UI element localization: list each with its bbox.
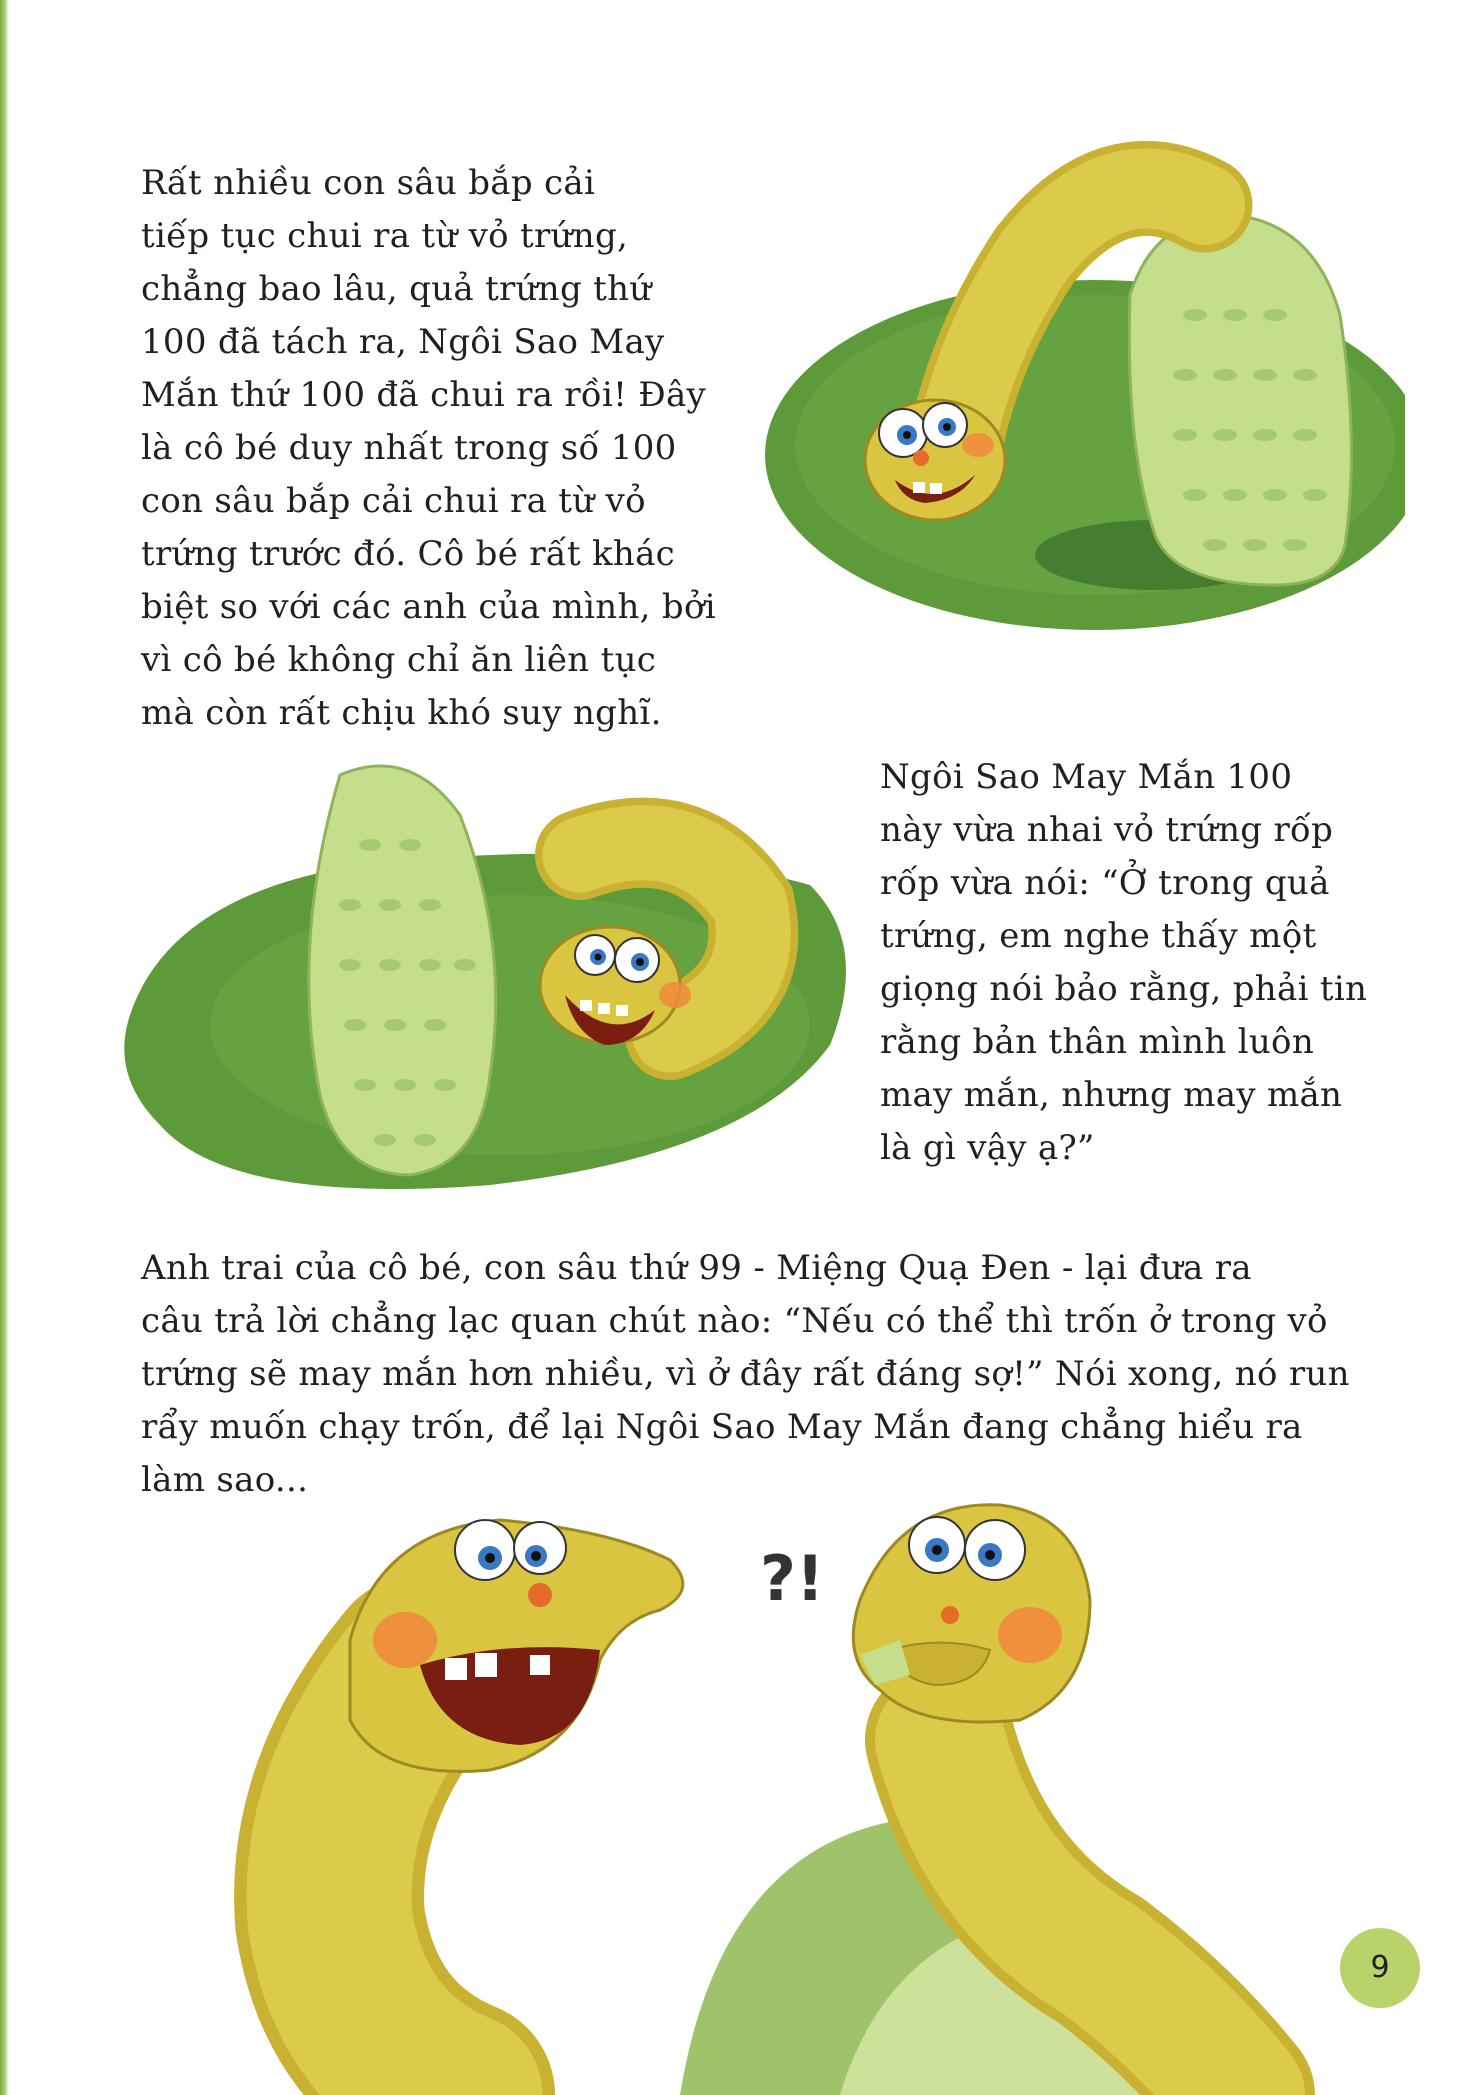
text-line: con sâu bắp cải chui ra từ vỏ bbox=[141, 481, 646, 521]
text-line: trứng sẽ may mắn hơn nhiều, vì ở đây rất đáng sợ!” Nói xong, nó run bbox=[141, 1354, 1350, 1394]
text-line: là cô bé duy nhất trong số 100 bbox=[141, 428, 677, 468]
story-paragraph-3 bbox=[141, 1242, 1350, 1507]
text-line: biệt so với các anh của mình, bởi bbox=[141, 587, 716, 627]
text-line: Rất nhiều con sâu bắp cải bbox=[141, 163, 596, 203]
text-line: câu trả lời chẳng lạc quan chút nào: “Nếu có thể thì trốn ở trong vỏ bbox=[141, 1301, 1328, 1341]
story-paragraph-1 bbox=[141, 157, 716, 740]
page-edge-strip bbox=[0, 0, 9, 2095]
exclamation-mark: ?! bbox=[760, 1542, 825, 1615]
text-line: trứng trước đó. Cô bé rất khác bbox=[141, 534, 676, 574]
text-line: rốp vừa nói: “Ở trong quả bbox=[880, 863, 1330, 903]
text-line: chẳng bao lâu, quả trứng thứ bbox=[141, 269, 652, 309]
text-line: là gì vậy ạ?” bbox=[880, 1128, 1095, 1168]
text-line: làm sao... bbox=[141, 1460, 309, 1500]
text-line: may mắn, nhưng may mắn bbox=[880, 1075, 1343, 1115]
text-line: rằng bản thân mình luôn bbox=[880, 1022, 1315, 1062]
text-line: Ngôi Sao May Mắn 100 bbox=[880, 757, 1293, 797]
text-line: mà còn rất chịu khó suy nghĩ. bbox=[141, 693, 662, 733]
text-line: 100 đã tách ra, Ngôi Sao May bbox=[141, 322, 665, 362]
text-line: Mắn thứ 100 đã chui ra rồi! Đây bbox=[141, 375, 707, 415]
text-line: Anh trai của cô bé, con sâu thứ 99 - Miệng Quạ Đen - lại đưa ra bbox=[141, 1248, 1252, 1288]
text-line: giọng nói bảo rằng, phải tin bbox=[880, 969, 1368, 1009]
illustration-two-caterpillars bbox=[200, 1490, 1340, 2095]
illustration-caterpillar-hatching bbox=[735, 115, 1405, 665]
illustration-caterpillar-chewing-egg bbox=[110, 745, 870, 1215]
text-line: vì cô bé không chỉ ăn liên tục bbox=[141, 640, 657, 680]
text-line: tiếp tục chui ra từ vỏ trứng, bbox=[141, 216, 629, 256]
text-line: này vừa nhai vỏ trứng rốp bbox=[880, 810, 1334, 850]
text-line: rẩy muốn chạy trốn, để lại Ngôi Sao May Mắn đang chẳng hiểu ra bbox=[141, 1407, 1303, 1447]
page-number: 9 bbox=[1340, 1928, 1420, 2008]
story-paragraph-2 bbox=[880, 751, 1368, 1175]
text-line: trứng, em nghe thấy một bbox=[880, 916, 1317, 956]
